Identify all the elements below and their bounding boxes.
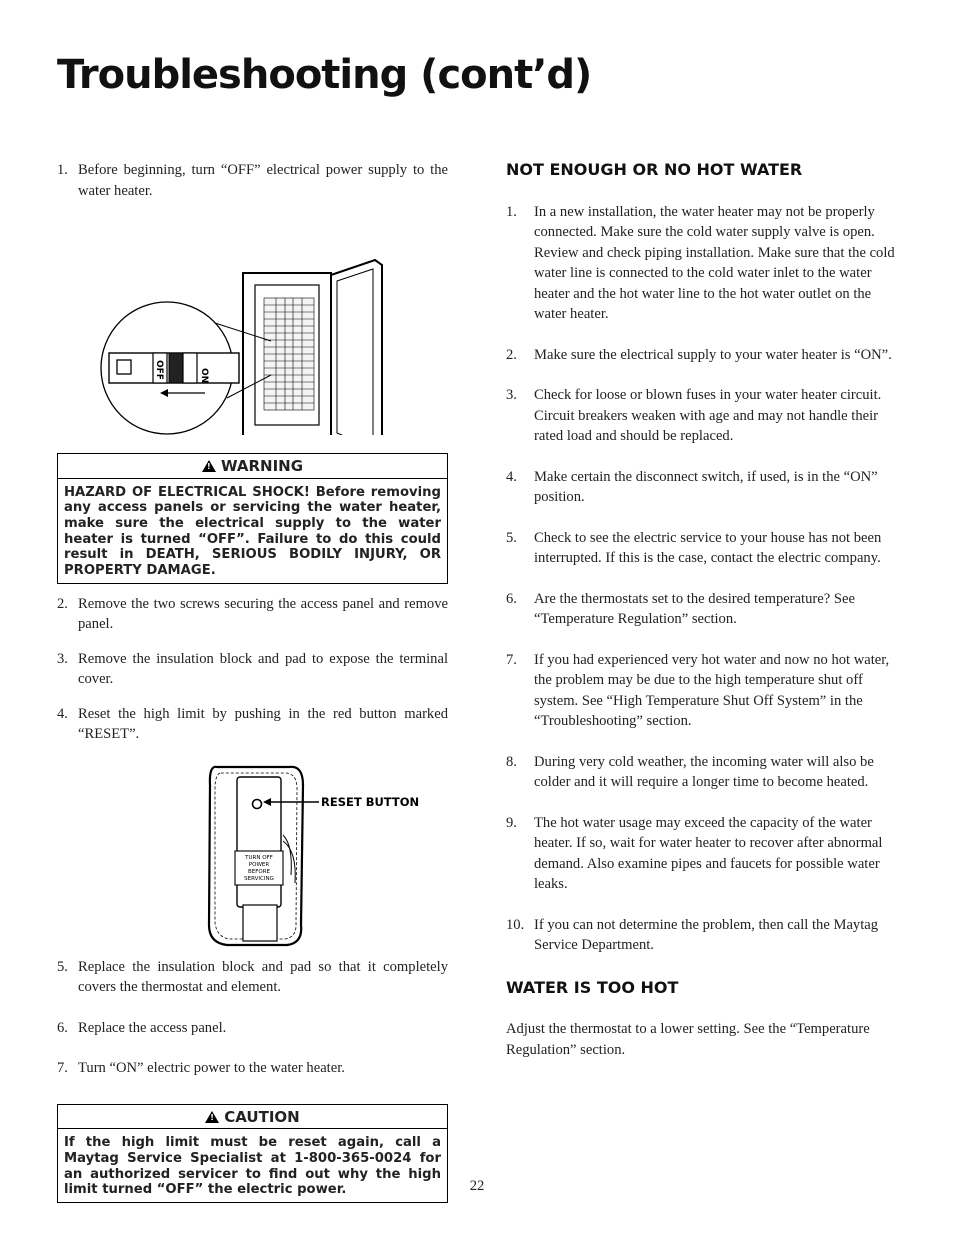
- breaker-grid: [264, 298, 314, 410]
- list-item: [506, 202, 898, 325]
- item-number: 5.: [506, 529, 517, 546]
- step-text: Reset the high limit by pushing in the red button marked “RESET”.: [78, 705, 448, 743]
- step-text: Turn “ON” electric power to the water heater.: [78, 1060, 345, 1077]
- reset-button-icon: [253, 799, 262, 808]
- step-5: [57, 957, 448, 998]
- step-2: [57, 594, 448, 635]
- step-number: 3.: [57, 650, 68, 667]
- step-text: Replace the access panel.: [78, 1019, 227, 1036]
- warning-header: [58, 454, 447, 479]
- step-number: 7.: [57, 1060, 68, 1077]
- item-number: 2.: [506, 346, 517, 363]
- warning-title: WARNING: [220, 457, 304, 475]
- svg-text:TURN OFF: TURN OFF: [245, 854, 273, 861]
- item-number: 7.: [506, 651, 517, 668]
- list-item: [506, 467, 898, 508]
- list-item: [506, 385, 898, 447]
- step-3: [57, 649, 448, 690]
- caution-triangle-icon: [205, 1111, 219, 1123]
- item-number: 8.: [506, 753, 517, 770]
- step-7: [57, 1058, 448, 1079]
- page-number: 22: [469, 1178, 485, 1194]
- step-6: [57, 1018, 448, 1039]
- item-number: 9.: [506, 814, 517, 831]
- thermostat-label: [244, 855, 274, 882]
- item-text: In a new installation, the water heater may not be properly connected. Make sure the cold water supply valve is open. Review and check piping installation. Make sure that the cold water line is connected to the cold water inlet to the water heater and the hot water line to the hot water outlet on the water heater.: [534, 203, 895, 322]
- breaker-on-label: ON: [199, 368, 209, 384]
- list-item: [506, 752, 898, 793]
- section-heading-water-too-hot: WATER IS TOO HOT: [506, 977, 679, 997]
- item-text: Make certain the disconnect switch, if used, is in the “ON” position.: [534, 468, 878, 505]
- item-number: 6.: [506, 590, 517, 607]
- list-item: [506, 345, 898, 366]
- step-number: 5.: [57, 958, 68, 975]
- reset-button-label: RESET BUTTON: [321, 794, 420, 809]
- warning-box: [57, 453, 448, 584]
- item-text: If you can not determine the problem, then call the Maytag Service Department.: [534, 916, 879, 953]
- item-number: 3.: [506, 387, 517, 403]
- step-number: 1.: [57, 162, 68, 178]
- section-heading-not-enough-hot-water: NOT ENOUGH OR NO HOT WATER: [506, 160, 803, 179]
- svg-text:SERVICING: SERVICING: [244, 875, 274, 882]
- water-too-hot-text: Adjust the thermostat to a lower setting. See the “Temperature Regulation” section.: [506, 1021, 870, 1058]
- step-text: Before beginning, turn “OFF” electrical power supply to the water heater.: [78, 162, 448, 199]
- caution-header: [58, 1105, 447, 1130]
- caution-text: If the high limit must be reset again, call a Maytag Service Specialist at 1-800-365-0024 for an authorized servicer to find out why the high limit turned “OFF” the electric power.: [64, 1135, 441, 1198]
- arrow-left-icon: [160, 389, 168, 397]
- right-column: [506, 160, 898, 1060]
- item-text: The hot water usage may exceed the capacity of the water heater. If so, wait for water heater to recover after abnormal demand. Also examine pipes and faucets for possible water leaks.: [534, 814, 883, 892]
- svg-text:POWER: POWER: [248, 861, 270, 868]
- list-item: [506, 589, 898, 630]
- item-text: Check to see the electric service to your house has not been interrupted. If this is the case, contact the electric company.: [534, 529, 882, 566]
- list-item: [506, 813, 898, 895]
- step-1: [57, 160, 448, 201]
- caution-title: CAUTION: [224, 1107, 300, 1126]
- item-text: During very cold weather, the incoming water will also be colder and it will require a longer time to become heated.: [534, 753, 874, 790]
- item-number: 4.: [506, 468, 517, 485]
- warning-text: HAZARD OF ELECTRICAL SHOCK! Before removing any access panels or servicing the water heater, make sure the electrical supply to the water heater is turned “OFF”. Failure to do this could result in DEATH, SERIOUS BODILY INJURY, OR PROPERTY DAMAGE.: [64, 484, 441, 579]
- item-text: Are the thermostats set to the desired temperature? See “Temperature Regulation” section.: [534, 590, 855, 627]
- page-title: Troubleshooting (cont’d): [57, 52, 592, 98]
- item-number: 10.: [506, 916, 525, 933]
- svg-text:BEFORE: BEFORE: [247, 868, 271, 875]
- step-4: [57, 704, 448, 745]
- item-text: Check for loose or blown fuses in your water heater circuit. Circuit breakers weaken with age and may not handle their rated load and should be replaced.: [534, 387, 882, 444]
- list-item: [506, 915, 898, 956]
- step-number: 4.: [57, 705, 68, 722]
- list-item: [506, 650, 898, 732]
- item-number: 1.: [506, 203, 517, 220]
- thermostat-illustration: [57, 755, 448, 955]
- left-column: [57, 160, 448, 1203]
- step-text: Remove the insulation block and pad to expose the terminal cover.: [78, 650, 448, 688]
- breaker-off-label: OFF: [154, 360, 164, 380]
- troubleshooting-list: [506, 202, 898, 956]
- item-text: Make sure the electrical supply to your water heater is “ON”.: [534, 346, 892, 363]
- step-text: Replace the insulation block and pad so that it completely covers the thermostat and element.: [78, 958, 448, 996]
- item-text: If you had experienced very hot water and now no hot water, the problem may be due to the high temperature shut off system. See “High Temperature Shut Off System” in the “Troubleshooting” section.: [534, 651, 890, 729]
- step-text: Remove the two screws securing the access panel and remove panel.: [78, 595, 448, 633]
- breaker-panel-illustration: [57, 203, 448, 435]
- panel-door: [331, 260, 382, 435]
- step-number: 6.: [57, 1019, 68, 1036]
- step-number: 2.: [57, 595, 68, 612]
- list-item: [506, 528, 898, 569]
- warning-triangle-icon: [202, 460, 216, 472]
